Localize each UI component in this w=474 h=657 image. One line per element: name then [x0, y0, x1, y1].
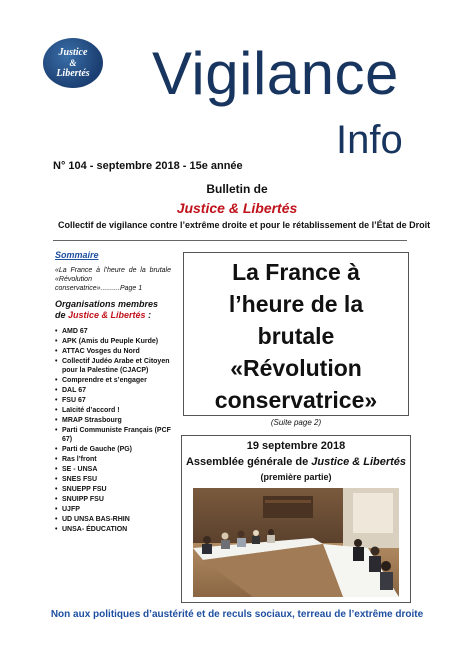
member-item: • DAL 67: [55, 386, 171, 395]
member-item: • Parti Communiste Français (PCF 67): [55, 426, 171, 444]
member-item: • Collectif Judéo Arabe et Citoyen pour la Palestine (CJACP): [55, 357, 171, 375]
assembly-title-text: Assemblée générale de: [185, 456, 312, 468]
header-divider: [53, 240, 407, 241]
justice-libertes-logo: [43, 38, 103, 88]
footer-slogan: Non aux politiques d’austérité et de reculs sociaux, terreau de l’extrême droite: [50, 609, 424, 620]
member-item: • SE - UNSA: [55, 465, 171, 474]
members-list: [55, 327, 171, 534]
member-item: • MRAP Strasbourg: [55, 416, 171, 425]
member-item: • SNUIPP FSU: [55, 495, 171, 504]
member-item: • Comprendre et s’engager: [55, 376, 171, 385]
member-item: • AMD 67: [55, 327, 171, 336]
logo-line-2: Libertés: [56, 67, 90, 79]
assembly-title-org: Justice & Libertés: [311, 456, 407, 468]
continued-note: (Suite page 2): [270, 418, 322, 427]
assembly-title: [181, 456, 411, 468]
member-item: • SNES FSU: [55, 475, 171, 484]
members-heading-colon: :: [145, 310, 152, 320]
member-item: • UJFP: [55, 505, 171, 514]
sommaire-title: Sommaire: [55, 250, 99, 260]
organisation-name: Justice & Libertés: [176, 200, 298, 216]
member-item: • Ras l’front: [55, 455, 171, 464]
headline-line: «Révolution: [230, 355, 362, 381]
assembly-date: 19 septembre 2018: [246, 440, 346, 452]
logo-ampersand: &: [69, 57, 77, 68]
member-item: • APK (Amis du Peuple Kurde): [55, 337, 171, 346]
member-item: • Laïcité d’accord !: [55, 406, 171, 415]
main-headline: [183, 256, 409, 416]
masthead-subtitle: Info: [336, 118, 403, 162]
sidebar: [55, 250, 171, 535]
member-item: • UD UNSA BAS-RHIN: [55, 515, 171, 524]
meeting-photo: [193, 488, 399, 597]
bulletin-label: Bulletin de: [206, 182, 268, 196]
member-item: • UNSA- ÉDUCATION: [55, 525, 171, 534]
collectif-tagline: Collectif de vigilance contre l’extrême droite et pour le rétablissement de l’État de Droit: [58, 220, 431, 230]
members-heading-text: Organisations membres de: [55, 299, 159, 320]
member-item: • Parti de Gauche (PG): [55, 445, 171, 454]
logo-line-1: Justice: [58, 46, 88, 58]
masthead-title: Vigilance: [152, 40, 399, 107]
headline-line: brutale: [257, 323, 335, 349]
headline-line: l’heure de la: [228, 291, 364, 317]
meeting-photo-illustration: [193, 488, 399, 597]
headline-line: conservatrice»: [214, 387, 378, 413]
members-heading: [55, 299, 171, 321]
member-item: • SNUEPP FSU: [55, 485, 171, 494]
member-item: • ATTAC Vosges du Nord: [55, 347, 171, 356]
headline-line: La France à: [232, 259, 360, 285]
assembly-subtitle: (première partie): [260, 472, 332, 482]
member-item: • FSU 67: [55, 396, 171, 405]
sommaire-entry[interactable]: «La France à l’heure de la brutale «Révolution conservatrice»..........Page 1: [55, 267, 171, 292]
members-heading-org: Justice & Libertés: [68, 310, 146, 320]
issue-line: N° 104 - septembre 2018 - 15e année: [53, 160, 243, 172]
